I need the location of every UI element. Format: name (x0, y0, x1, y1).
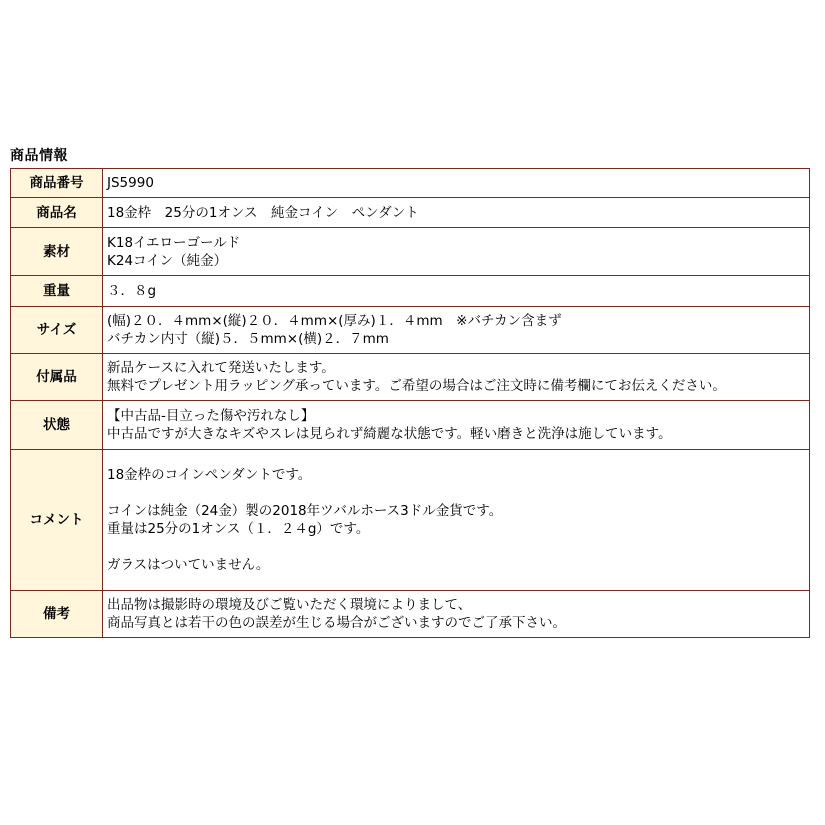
row-material (11, 228, 810, 276)
condition-line-2: 中古品ですが大きなキズやスレは見られず綺麗な状態です。軽い磨きと洗浄は施しています。 (107, 426, 672, 442)
product-info-section (10, 146, 810, 638)
label-accessories: 付属品 (11, 354, 103, 401)
row-size (11, 307, 810, 354)
comment-spacer (107, 538, 805, 556)
value-comment (103, 450, 810, 591)
row-accessories (11, 354, 810, 401)
condition-line-1: 【中古品-目立った傷や汚れなし】 (107, 408, 315, 424)
label-size: サイズ (11, 307, 103, 354)
value-product-name (103, 198, 810, 228)
size-line-2: バチカン内寸（縦)５．５mm×(横)２．７mm (107, 331, 389, 347)
comment-line-2: コインは純金（24金）製の2018年ツバルホース3ドル金貨です。 (107, 503, 503, 519)
comment-spacer (107, 484, 805, 502)
product-info-table (10, 168, 810, 638)
weight-value: ３．８g (107, 283, 157, 299)
material-line-2: K24コイン（純金） (107, 252, 228, 269)
value-condition (103, 401, 810, 450)
label-condition: 状態 (11, 401, 103, 450)
comment-line-3: 重量は25分の1オンス（１．２４g）です。 (107, 521, 370, 537)
label-product-name: 商品名 (11, 198, 103, 228)
value-notes (103, 591, 810, 638)
section-title: 商品情報 (10, 148, 68, 164)
label-notes: 備考 (11, 591, 103, 638)
row-product-name (11, 198, 810, 228)
size-line-1: (幅)２０．４mm×(縦)２０．４mm×(厚み)１．４mm ※バチカン含まず (107, 313, 562, 329)
row-condition (11, 401, 810, 450)
value-accessories (103, 354, 810, 401)
comment-line-1: 18金枠のコインペンダントです。 (107, 467, 312, 483)
row-notes (11, 591, 810, 638)
label-weight: 重量 (11, 276, 103, 307)
comment-line-4: ガラスはついていません。 (107, 557, 270, 573)
notes-line-2: 商品写真とは若干の色の誤差が生じる場合がございますのでご了承下さい。 (107, 615, 566, 631)
notes-line-1: 出品物は撮影時の環境及びご覧いただく環境によりまして、 (107, 597, 472, 613)
value-weight (103, 276, 810, 307)
value-material (103, 228, 810, 276)
row-comment (11, 450, 810, 591)
row-product-number (11, 169, 810, 198)
accessories-line-1: 新品ケースに入れて発送いたします。 (107, 360, 335, 376)
product-name: 18金枠 25分の1オンス 純金コイン ペンダント (107, 204, 419, 221)
material-line-1: K18イエローゴールド (107, 234, 241, 251)
value-size (103, 307, 810, 354)
row-weight (11, 276, 810, 307)
value-product-number (103, 169, 810, 198)
label-product-number: 商品番号 (11, 169, 103, 198)
accessories-line-2: 無料でプレゼント用ラッピング承っています。ご希望の場合はご注文時に備考欄にてお伝えください。 (107, 378, 726, 394)
label-comment: コメント (11, 450, 103, 591)
label-material: 素材 (11, 228, 103, 276)
product-number: JS5990 (107, 175, 154, 191)
